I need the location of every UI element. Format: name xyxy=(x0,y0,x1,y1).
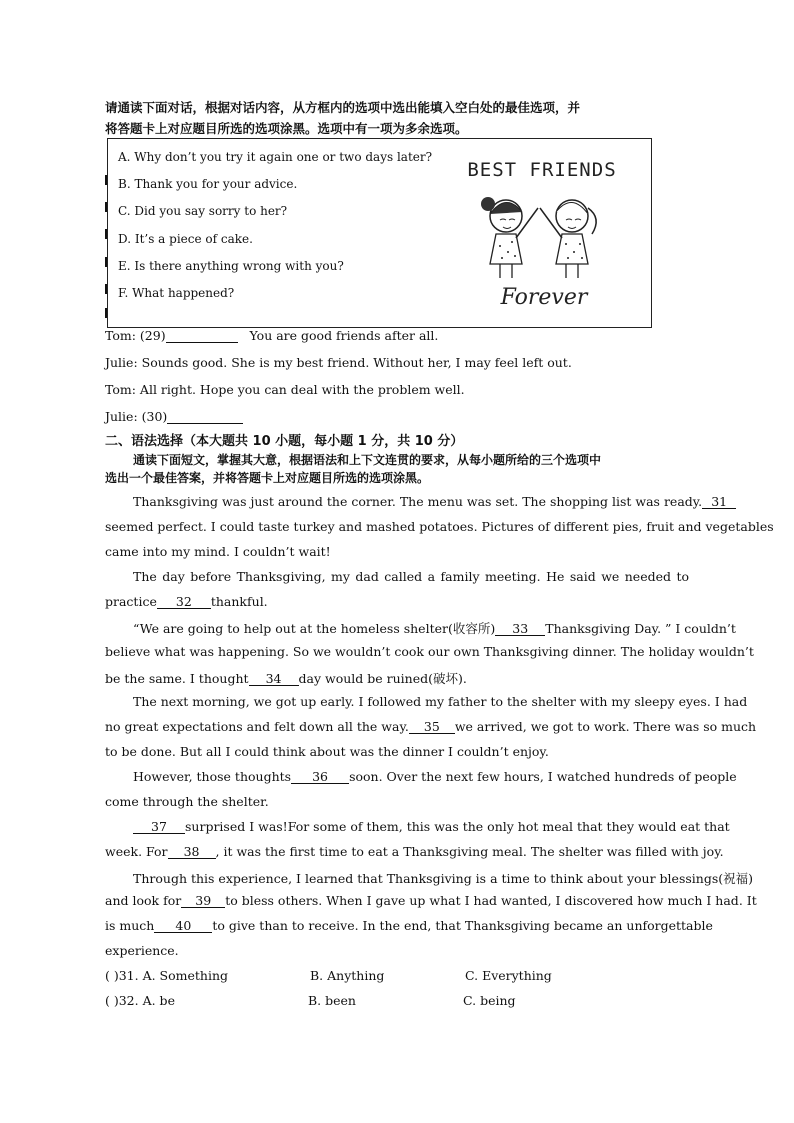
passage-line xyxy=(105,594,268,609)
blank-30[interactable] xyxy=(167,410,243,424)
blank-33[interactable]: 33 xyxy=(495,622,545,636)
passage-text: “We are going to help out at the homeless shelter(收容所) xyxy=(133,621,496,636)
speaker-julie: Julie: (30) xyxy=(105,409,168,424)
dialogue-julie-1: Julie: Sounds good. She is my best friend. Without her, I may feel left out. xyxy=(105,355,572,370)
blank-40[interactable]: 40 xyxy=(154,919,212,933)
question-32 xyxy=(105,993,665,1008)
passage-text: to bless others. When I gave up what I had wanted, I discovered how much I had. It xyxy=(225,893,757,908)
answer-paren[interactable]: ( ) xyxy=(105,968,119,983)
passage-text: and look for xyxy=(105,893,182,908)
instruction-line-1: 请通读下面对话，根据对话内容，从方框内的选项中选出能填入空白处的最佳选项，并 xyxy=(105,100,581,115)
passage-text: is much xyxy=(105,918,155,933)
blank-37[interactable]: 37 xyxy=(133,820,185,834)
passage-line xyxy=(133,819,730,834)
best-friends-illustration xyxy=(462,146,622,316)
passage-text: no great expectations and felt down all the way. xyxy=(105,719,409,734)
passage-line: believe what was happening. So we wouldn’t cook our own Thanksgiving dinner. The holiday wouldn’t xyxy=(105,644,754,659)
passage-line xyxy=(133,769,737,784)
section-2-instruction-2: 选出一个最佳答案，并将答题卡上对应题目所选的选项涂黑。 xyxy=(105,471,430,485)
question-31 xyxy=(105,968,665,983)
passage-line xyxy=(105,669,467,687)
blank-35[interactable]: 35 xyxy=(409,720,455,734)
passage-text: Thanksgiving was just around the corner. The menu was set. The shopping list was ready. xyxy=(133,494,703,509)
passage-text: soon. Over the next few hours, I watched hundreds of people xyxy=(349,769,737,784)
option-b: B. Anything xyxy=(310,968,385,983)
dialogue-line-30 xyxy=(105,409,243,424)
passage-text: be the same. I thought xyxy=(105,671,249,686)
blank-36[interactable]: 36 xyxy=(291,770,349,784)
blank-38[interactable]: 38 xyxy=(168,845,216,859)
option-f: F. What happened? xyxy=(118,286,235,300)
blank-29[interactable] xyxy=(166,329,238,343)
passage-text: , it was the first time to eat a Thanksgiving meal. The shelter was filled with joy. xyxy=(215,844,724,859)
passage-line xyxy=(133,619,736,637)
passage-line xyxy=(105,844,724,859)
blank-39[interactable]: 39 xyxy=(181,894,225,908)
section-2-instruction-1: 通读下面短文，掌握其大意，根据语法和上下文连贯的要求，从每小题所给的三个选项中 xyxy=(133,453,602,467)
passage-line: came into my mind. I couldn’t wait! xyxy=(105,544,331,559)
passage-line xyxy=(133,494,728,509)
option-b: B. Thank you for your advice. xyxy=(118,177,298,191)
passage-text: practice xyxy=(105,594,157,609)
passage-line xyxy=(105,893,757,908)
option-a: 31. A. Something xyxy=(118,968,229,983)
passage-line: experience. xyxy=(105,943,179,958)
passage-line xyxy=(105,719,756,734)
blank-34[interactable]: 34 xyxy=(249,672,299,686)
passage-line: to be done. But all I could think about was the dinner I couldn’t enjoy. xyxy=(105,744,549,759)
passage-line: come through the shelter. xyxy=(105,794,269,809)
passage-text: day would be ruined(破坏). xyxy=(298,671,467,686)
passage-line: seemed perfect. I could taste turkey and mashed potatoes. Pictures of different pies, fruit and vegetables xyxy=(105,519,774,534)
dialogue-line-29 xyxy=(105,328,438,343)
art-caption: Forever xyxy=(500,285,588,310)
passage-line: The day before Thanksgiving, my dad called a family meeting. He said we needed to xyxy=(133,569,689,584)
passage-line: Through this experience, I learned that Thanksgiving is a time to think about your blessings(祝福) xyxy=(133,871,753,886)
passage-text: surprised I was!For some of them, this was the only hot meal that they would eat that xyxy=(185,819,730,834)
passage-line: The next morning, we got up early. I followed my father to the shelter with my sleepy eyes. I had xyxy=(133,694,748,709)
option-c: C. being xyxy=(463,993,516,1008)
art-title: BEST FRIENDS xyxy=(467,159,617,181)
blank-31[interactable]: 31 xyxy=(702,495,736,509)
option-c: C. Did you say sorry to her? xyxy=(118,204,288,218)
dialogue-tom-2: Tom: All right. Hope you can deal with the problem well. xyxy=(105,382,465,397)
answer-paren[interactable]: ( ) xyxy=(105,993,119,1008)
instruction-line-2: 将答题卡上对应题目所选的选项涂黑。选项中有一项为多余选项。 xyxy=(105,121,468,136)
passage-text: However, those thoughts xyxy=(133,769,292,784)
option-a: A. Why don’t you try it again one or two days later? xyxy=(118,150,433,164)
best-friends-image xyxy=(462,146,622,316)
section-2-heading: 二、语法选择（本大题共 10 小题，每小题 1 分，共 10 分） xyxy=(105,434,464,449)
passage-text: we arrived, we got to work. There was so much xyxy=(454,719,757,734)
passage-text: Thanksgiving Day. ” I couldn’t xyxy=(545,621,736,636)
passage-text: week. For xyxy=(105,844,168,859)
speaker-tom: Tom: (29) xyxy=(105,328,166,343)
dialogue-text: You are good friends after all. xyxy=(249,328,439,343)
option-e: E. Is there anything wrong with you? xyxy=(118,259,344,273)
blank-32[interactable]: 32 xyxy=(157,595,211,609)
passage-line xyxy=(105,918,713,933)
option-a: 32. A. be xyxy=(118,993,175,1008)
option-b: B. been xyxy=(308,993,356,1008)
option-d: D. It’s a piece of cake. xyxy=(118,232,253,246)
option-c: C. Everything xyxy=(465,968,552,983)
passage-text: thankful. xyxy=(210,594,268,609)
passage-text: to give than to receive. In the end, that Thanksgiving became an unforgettable xyxy=(212,918,713,933)
